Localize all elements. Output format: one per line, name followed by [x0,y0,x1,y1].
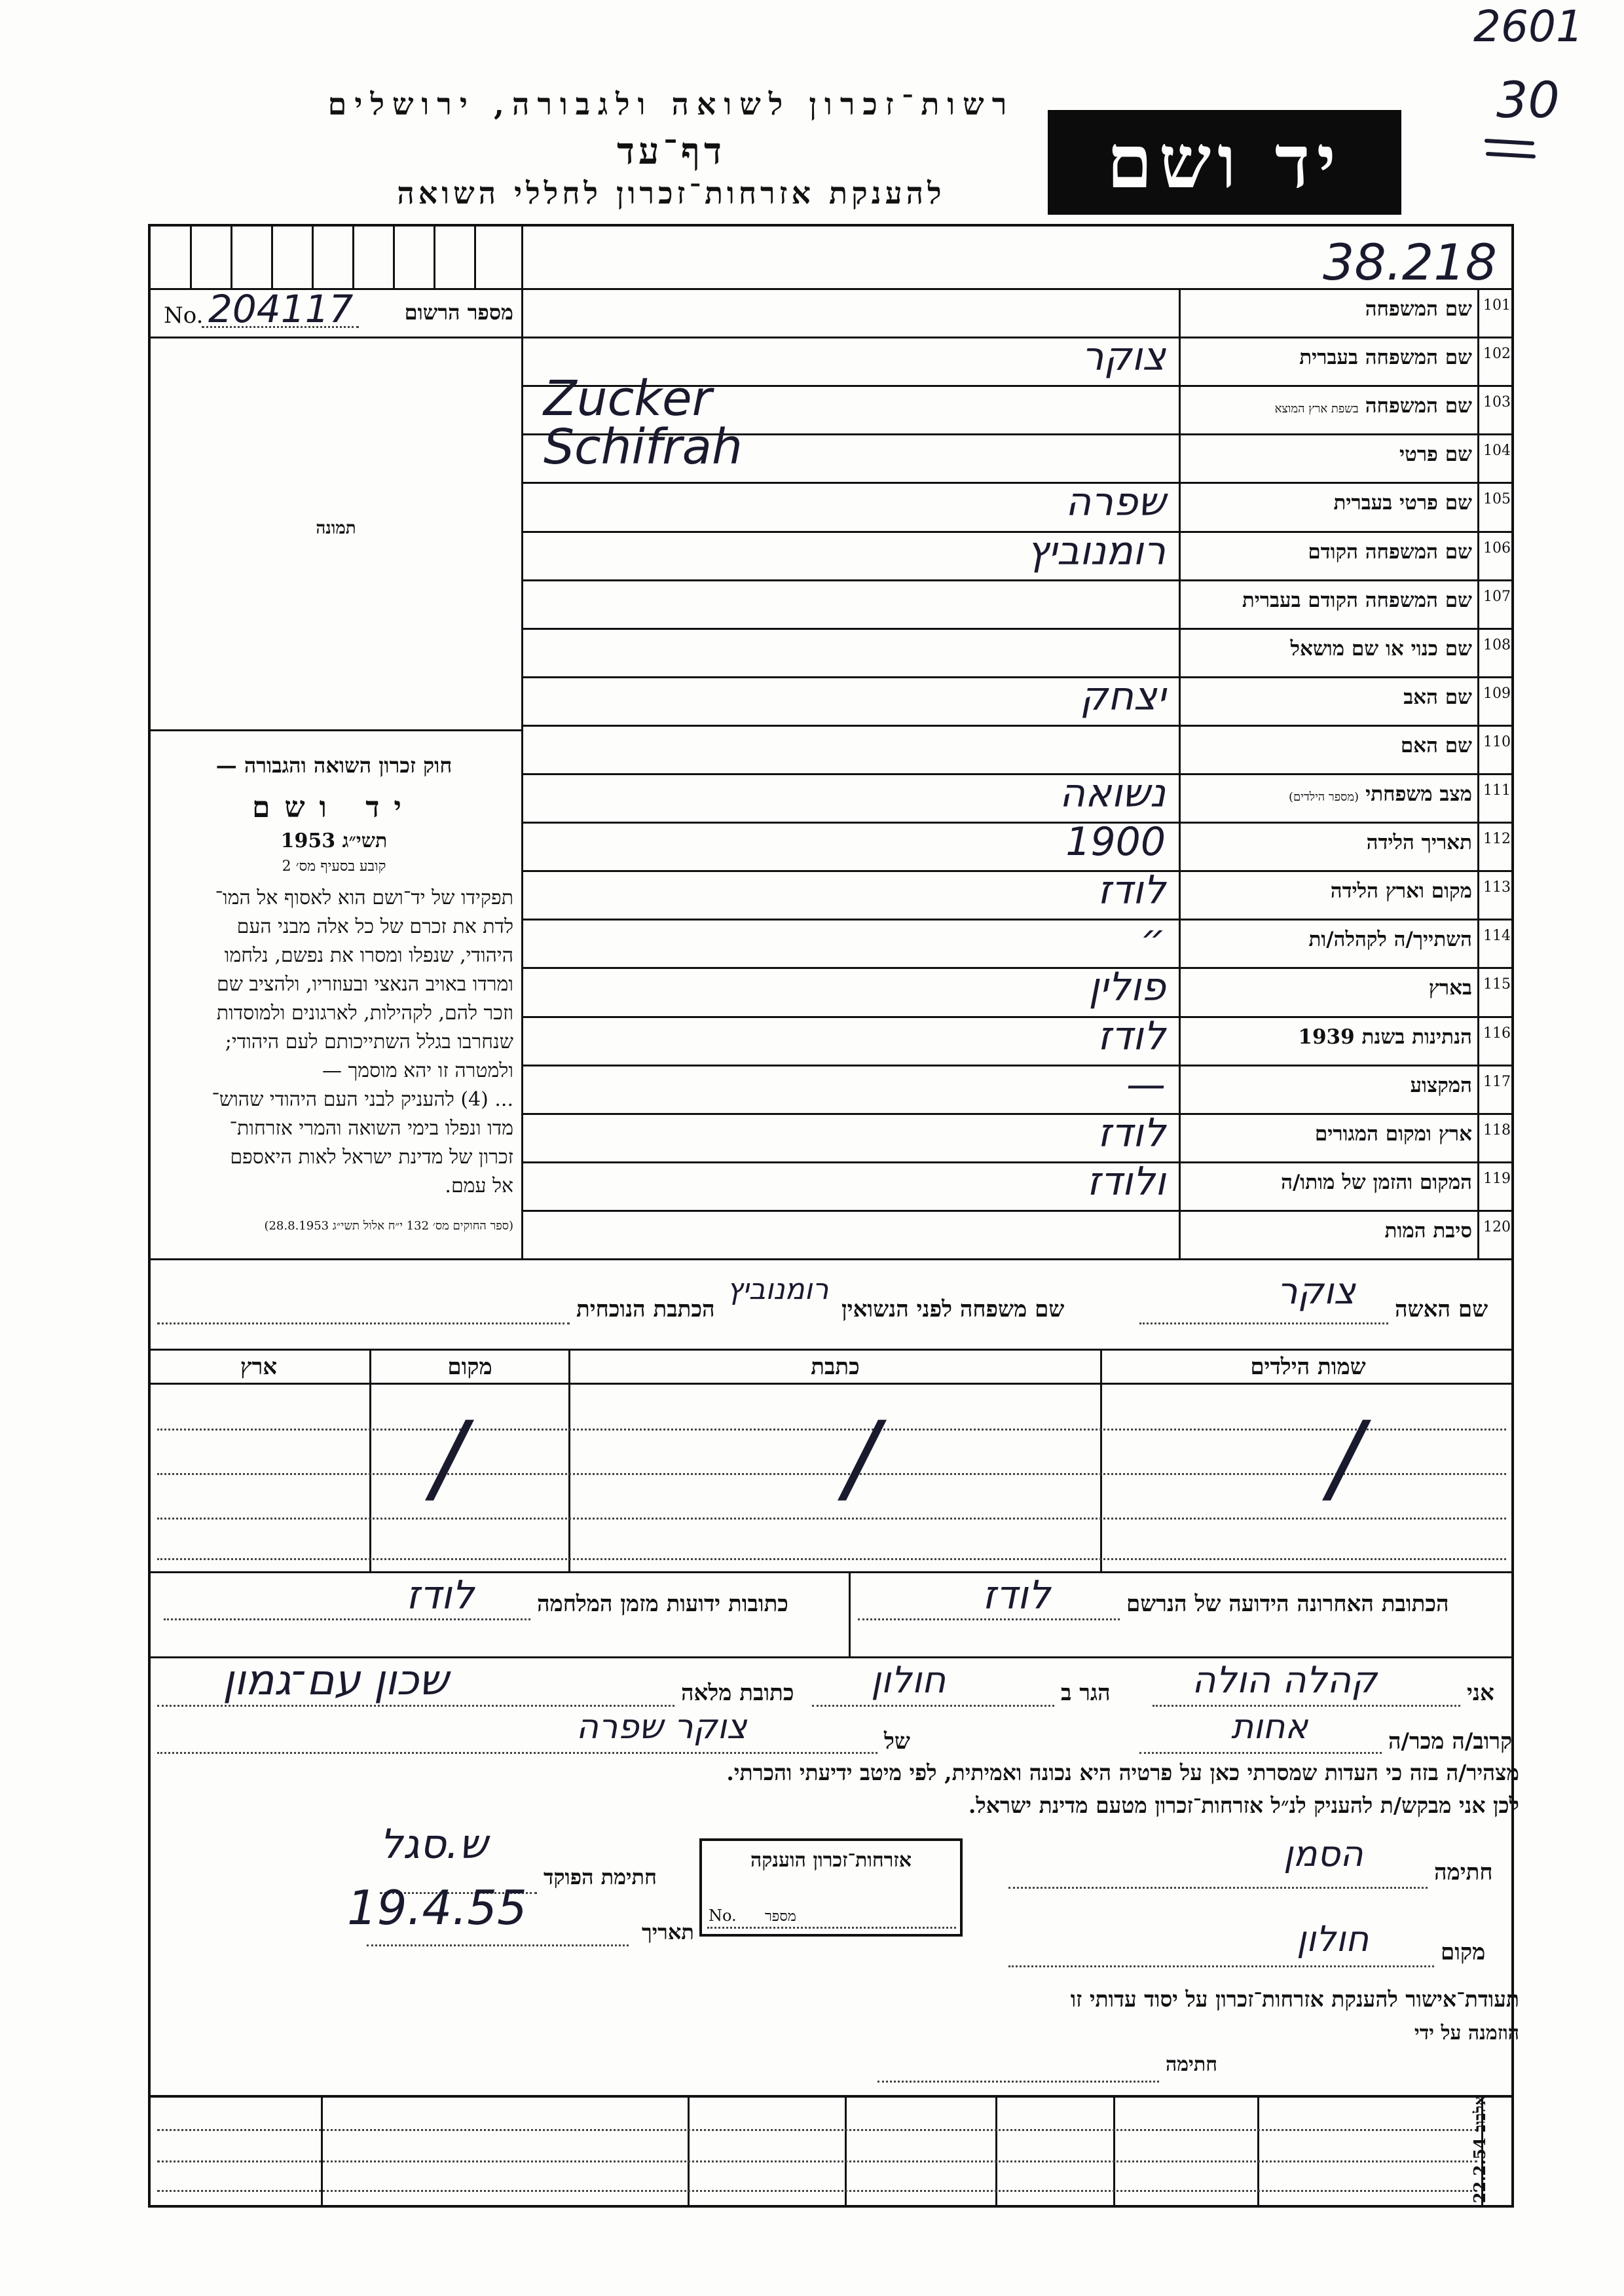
certificate-line-2: הוזמנה על ידי [1414,2022,1519,2045]
last-address-label: הכתובת האחרונה הידועה של הנרשם [1126,1591,1449,1617]
field-number: 107 [1483,588,1511,605]
children-address-header: כתבת [811,1354,860,1380]
field-label [1184,346,1472,369]
field-value: — [1126,1061,1166,1108]
wife-value: צוקר [1277,1270,1356,1313]
date-label: תאריך [642,1920,694,1944]
field-label [1184,443,1472,466]
of-label: של [884,1728,910,1755]
field-value: לודז [1098,1013,1166,1059]
field-label-text: שם האב [1403,685,1472,709]
field-label [1184,976,1472,1000]
law-box [155,753,513,1233]
field-label [1184,589,1472,612]
of-value: צוקר שפרה [576,1707,747,1747]
addresses-row-top [148,1571,1514,1573]
law-text-line: שנחרבו בגלל השתייכותם לעם היהודי; [225,1030,513,1053]
field-number: 115 [1483,976,1511,993]
children-mark-names: / [1329,1401,1363,1515]
relation-value: אחות [1231,1707,1308,1747]
corner-subnumber: 30 [1496,71,1560,129]
declarant-name: קהלה הולה [1192,1659,1377,1702]
maiden-name-label: שם משפחה לפני הנשואין [841,1296,1065,1322]
field-value: לודז [1098,1110,1166,1156]
registration-number: 204117 [208,287,354,331]
declarant-city: חולון [871,1659,946,1702]
field-label [1184,879,1472,903]
relative-label: קרוב/ה מכר/ה [1388,1728,1513,1755]
field-number: 112 [1483,831,1511,848]
field-label-text: השתייך/ה לקהלה/ות [1308,928,1472,952]
certificate-signature-label: חתימה [1166,2053,1217,2076]
page-title: דף־עד [616,130,726,173]
field-row-divider [523,628,1514,630]
maiden-name-value: רומנוביץ [727,1273,829,1306]
yad-vashem-logo: יד ושם [1048,110,1401,215]
field-label [1184,1025,1472,1049]
children-mark-address: / [845,1401,878,1515]
field-label-note: (מספר הילדים) [1289,790,1359,804]
children-place-header: מקום [447,1354,492,1380]
field-value: 1900 [1065,819,1166,866]
granted-box-number-label: מספר [765,1908,796,1925]
field-number: 103 [1483,394,1511,411]
field-value: שפרה [1065,479,1166,526]
page-subtitle: להענקת אזרחות־זכרון לחללי השואה [397,175,946,211]
field-value: Schifrah [544,419,743,476]
law-title: חוק זכרון השואה והגבורה — [215,753,452,778]
children-mark-place: / [432,1401,466,1515]
field-number: 114 [1483,928,1511,945]
field-label [1184,734,1472,757]
field-label-text: שם פרטי [1399,443,1472,467]
field-value: Zucker [544,371,712,428]
field-label-text: הנתינות בשנת 1939 [1298,1025,1472,1049]
law-text-line: ולמטרה זו יהא מוסמך — [322,1059,513,1082]
field-value: לודז [1098,867,1166,914]
field-label-text: שם פרטי בעברית [1333,491,1472,515]
field-label-text: שם המשפחה הקודם [1308,539,1472,564]
field-label [1184,491,1472,515]
field-number: 101 [1483,297,1511,314]
wife-label: שם האשה [1395,1296,1488,1322]
officer-signature-value: ש.סגל [380,1820,488,1868]
field-label-text: מצב משפחתי [1365,782,1472,806]
full-address-value: שכון עם־גמון [223,1656,449,1705]
date-value: 19.4.55 [347,1880,527,1935]
field-value: נשואה [1059,771,1166,816]
field-number: 116 [1483,1025,1511,1042]
law-text-line: ... (4) להעניק לבני העם היהודי שהוש־ [212,1088,513,1111]
field-label [1184,297,1472,321]
law-name: יד ושם [252,791,416,824]
field-label [1184,685,1472,709]
field-number: 113 [1483,879,1511,896]
field-row-divider [523,725,1514,727]
field-row-divider [523,579,1514,581]
field-number: 120 [1483,1218,1511,1235]
place-value: חולון [1297,1918,1369,1959]
granted-box-title: אזרחות־זכרון הוענקה [750,1849,912,1872]
field-number: 117 [1483,1073,1511,1090]
side-code: אלבוב 22.2.54 [1470,2095,1489,2204]
archive-number: 38.218 [1323,233,1497,291]
field-label-text: ארץ ומקום המגורים [1314,1121,1472,1146]
registration-no-prefix: No. [164,302,204,329]
field-label [1184,394,1472,418]
statement-line-2: לכן אני מבקש/ת להעניק לנ״ל אזרחות־זכרון מטעם מדינת ישראל. [968,1793,1519,1818]
war-address-label: כתובות ידועות מזמן המלחמה [537,1591,788,1617]
signature-label: חתימה [1434,1859,1493,1886]
law-footnote: (ספר החוקים מס׳ 132 י״ח אלול תשי״ג 28.8.1953) [264,1219,513,1233]
current-address-label: הכתבת הנוכחית [576,1296,715,1322]
law-text-line: תפקידו של יד־ושם הוא לאסוף אל המו־ [215,886,513,909]
law-text-line: לדת את זכרם של כל אלה מבני העם [236,915,513,938]
granted-box-no: No. [709,1906,737,1925]
declaration-ani: אני [1467,1680,1494,1706]
field-label-text: מקום וארץ הלידה [1330,879,1472,903]
field-number: 110 [1483,733,1511,750]
registration-row-bottom [151,337,521,338]
law-text-line: היהודי, שנפלו ומסרו את נפשם, נלחמו [224,944,513,967]
officer-signature-label: חתימת הפוקד [544,1865,657,1889]
law-text-line: אל עמם. [445,1175,513,1197]
field-label [1184,782,1472,806]
last-address-value: לודז [982,1573,1050,1618]
field-row-divider [523,1210,1514,1212]
field-number: 102 [1483,346,1511,363]
registration-row [162,287,516,331]
children-names-header: שמות הילדים [1250,1354,1366,1380]
corner-number: 2601 [1473,1,1583,52]
spouse-row-top [148,1258,1514,1260]
authority-title: רשות־זכרון לשואה ולגבורה, ירושלים [327,86,1015,122]
children-country-header: ארץ [240,1354,278,1380]
field-label-text: המקום והזמן של מותו/ה [1281,1170,1472,1194]
corner-double-underline [1480,134,1545,160]
law-text-line: זכרון של מדינת ישראל לאות היאספם [230,1146,513,1169]
field-label-text: שם המשפחה בעברית [1299,346,1472,370]
law-text-line: מדו ונפלו בימי השואה והמרי אזרחות־ [229,1117,513,1140]
field-label [1184,1122,1472,1146]
field-number: 105 [1483,491,1511,508]
field-label [1184,1074,1472,1097]
field-label-note: בשפת ארץ המוצא [1274,402,1359,416]
field-label-text: שם המשפחה הקודם בעברית [1242,588,1472,612]
law-year: תשי״ג 1953 [280,829,388,852]
field-label-text: שם כנוי או שם מושאל [1290,636,1472,661]
law-text [155,884,513,1201]
law-text-line: ומרדו באויב הנאצי ובעוזריו, ולהציב שם [217,973,513,996]
field-label-text: שם המשפחה [1365,394,1472,418]
place-label: מקום [1441,1939,1486,1965]
field-label-text: בארץ [1428,976,1472,1000]
field-value: יצחק [1080,673,1166,720]
full-address-label: כתובת מלאה [681,1680,794,1706]
field-value: ולודז [1086,1158,1166,1205]
field-label [1184,831,1472,854]
certificate-line-1: תעודת־אישור להענקת אזרחות־זכרון על יסוד עדותי זו [1070,1986,1519,2012]
law-clause: קובע בסעיף מס׳ 2 [282,858,386,875]
statement-line-1: מצהיר/ה בזה כי העדות שמסרתי כאן על פרטיה היא נכונה ואמיתית, לפי מיטב ידיעתי והכרתי. [726,1760,1519,1785]
field-number: 119 [1483,1170,1511,1187]
field-number: 108 [1483,636,1511,653]
photo-box-bottom [151,729,521,731]
field-label-text: שם המשפחה [1365,297,1472,321]
left-column-divider [521,224,523,1258]
field-label-text: סיבת המות [1384,1218,1472,1243]
field-value: רומנוביץ [1027,528,1166,574]
law-text-line: וזכר להם, לקהילות, לארגונים ולמוסדות [216,1002,513,1025]
resides-label: הגר ב [1061,1680,1111,1706]
signature-value: הסמן [1283,1833,1363,1874]
bottom-grid-top [148,2095,1514,2098]
field-label [1184,637,1472,661]
field-label-text: שם האם [1400,733,1472,757]
field-number: 109 [1483,685,1511,702]
field-number: 118 [1483,1121,1511,1139]
field-value: ״ [1140,916,1166,962]
war-address-value: לודז [406,1573,474,1618]
field-label-text: תאריך הלידה [1366,831,1472,855]
field-label [1184,928,1472,951]
field-value: פולין [1088,964,1166,1011]
field-value: צוקר [1081,334,1166,380]
granted-box [699,1838,963,1937]
tick-row [151,227,521,289]
field-number: 106 [1483,539,1511,556]
registration-label: מספר הרשום [404,300,513,325]
field-number: 111 [1483,782,1511,799]
field-label [1184,1219,1472,1243]
photo-label: תמונה [316,519,356,538]
field-label-text: המקצוע [1410,1073,1472,1097]
field-label [1184,540,1472,564]
field-label [1184,1171,1472,1194]
field-number: 104 [1483,443,1511,460]
